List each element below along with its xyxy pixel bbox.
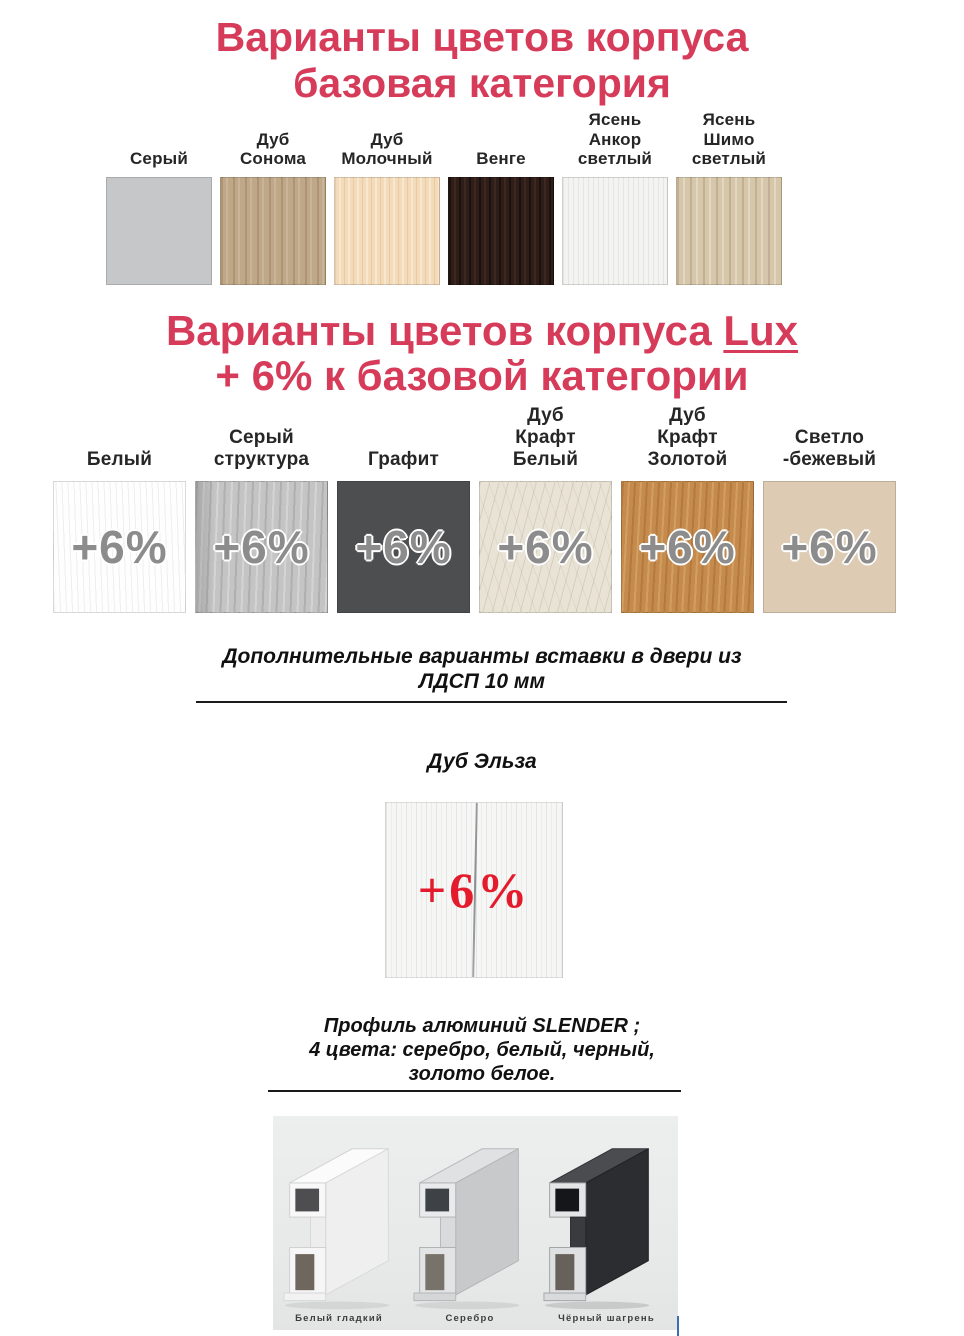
swatch-label: Ясень Шимо светлый: [691, 109, 767, 169]
swatch-dub-sonoma: [220, 177, 326, 285]
base-category-title: [0, 14, 964, 107]
lux-swatch-cell-grafit: [337, 407, 470, 613]
surcharge-badge: +6%: [497, 521, 594, 573]
swatch-dub-molochnyj: [334, 177, 440, 285]
surcharge-badge: +6%: [213, 521, 310, 573]
lux-swatch-cell-belyj: [53, 407, 186, 613]
base-title-line1: Варианты цветов корпуса: [215, 14, 749, 60]
profile-label-white: Белый гладкий: [295, 1313, 383, 1324]
swatch-label: Белый: [86, 449, 153, 471]
text-cursor-artifact: [677, 1316, 679, 1336]
base-swatch-cell-seryj: [106, 113, 212, 285]
swatch-svetlo-bezhevyj: [763, 481, 896, 613]
base-swatch-cell-yasen-ankor: [562, 109, 668, 285]
surcharge-badge: +6%: [355, 521, 452, 573]
swatch-dub-elza: [385, 802, 563, 978]
swatch-label: Дуб Крафт Золотой: [647, 405, 728, 471]
lux-swatch-row: [53, 407, 896, 613]
profile-render-white: [279, 1126, 399, 1312]
swatch-seryj-struktura: [195, 481, 328, 613]
lux-category-title: [0, 308, 964, 399]
lux-swatch-cell-seryj-struktura: [195, 407, 328, 613]
lux-title-line1: Варианты цветов корпуса Lux: [165, 307, 799, 354]
swatch-belyj: [53, 481, 186, 613]
base-swatch-row: [106, 109, 782, 285]
lux-swatch-cell-dub-kraft-belyj: [479, 407, 612, 613]
surcharge-badge: +6%: [639, 521, 736, 573]
swatch-dub-kraft-zolotoj: [621, 481, 754, 613]
base-swatch-cell-yasen-shimo: [676, 109, 782, 285]
base-swatch-cell-venge: [448, 113, 554, 285]
swatch-label: Светло -бежевый: [782, 427, 877, 471]
swatch-label: Дуб Молочный: [341, 129, 433, 169]
surcharge-badge: +6%: [71, 521, 168, 573]
swatch-label: Дуб Крафт Белый: [512, 405, 579, 471]
profile-heading: Профиль алюминий SLENDER ; 4 цвета: серебро, белый, черный, золото белое.: [309, 1015, 655, 1085]
swatch-yasen-ankor-svetlyj: [562, 177, 668, 285]
swatch-dub-kraft-belyj: [479, 481, 612, 613]
base-title-line2: базовая категория: [293, 60, 671, 107]
surcharge-badge-red: +6%: [417, 862, 531, 918]
swatch-label: Графит: [367, 449, 440, 471]
swatch-label: Венге: [476, 149, 526, 169]
surcharge-badge: +6%: [781, 521, 878, 573]
swatch-label: Дуб Сонома: [239, 129, 307, 169]
swatch-seryj: [106, 177, 212, 285]
profile-label-silver: Серебро: [445, 1313, 495, 1324]
swatch-label: Ясень Анкор светлый: [577, 109, 653, 169]
lux-swatch-cell-dub-kraft-zolotoj: [621, 407, 754, 613]
profile-render-silver: [409, 1126, 529, 1312]
base-swatch-cell-dub-molochnyj: [334, 113, 440, 285]
insert-options-heading: Дополнительные варианты вставки в двери из ЛДСП 10 мм: [222, 645, 742, 694]
profile-render-black: [539, 1126, 659, 1312]
swatch-label: Серый структура: [213, 427, 310, 471]
swatch-yasen-shimo-svetlyj: [676, 177, 782, 285]
divider-insert: [196, 701, 787, 703]
lux-swatch-cell-svetlo-bezhevyj: [763, 407, 896, 613]
swatch-label: Серый: [129, 149, 189, 169]
lux-underlined-word: Lux: [723, 307, 799, 354]
profiles-photo: [273, 1116, 678, 1330]
swatch-grafit: [337, 481, 470, 613]
divider-profile: [268, 1090, 681, 1092]
lux-title-line2: + 6% к базовой категории: [215, 352, 749, 400]
profile-label-black: Чёрный шагрень: [558, 1313, 655, 1324]
base-swatch-cell-dub-sonoma: [220, 113, 326, 285]
swatch-venge: [448, 177, 554, 285]
elza-option-name: Дуб Эльза: [427, 750, 537, 773]
